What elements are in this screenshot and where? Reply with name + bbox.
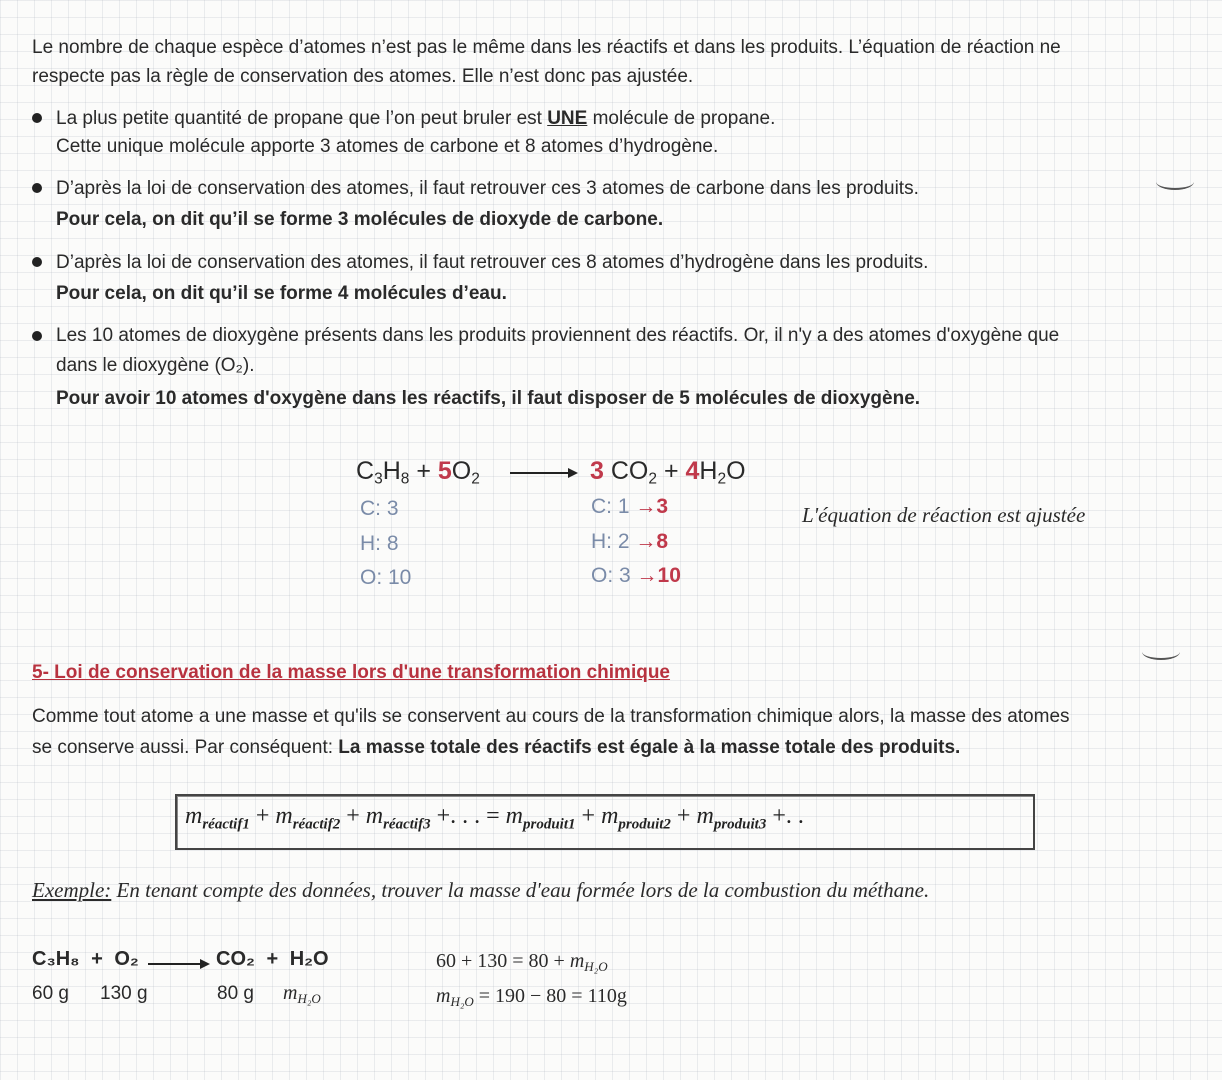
eq-co2-sub: 2 (648, 470, 657, 488)
eq-hydrogen: H (382, 457, 401, 485)
right-count-oxygen (591, 564, 681, 588)
mass-symbol: m (505, 803, 523, 829)
mass-symbol: m (365, 803, 384, 829)
example-plus: + (266, 948, 279, 970)
mass-symbol: m (283, 982, 298, 1004)
example-mass-h2o (283, 982, 321, 1005)
bullet-dot (32, 257, 42, 267)
bullet-1-text-a: La plus petite quantité de propane que l’on peut bruler est (56, 108, 548, 129)
example-mass-co2: 80 g (217, 983, 254, 1004)
left-count-hydrogen: H: 8 (360, 532, 399, 555)
formula-dots-end: +. . (772, 803, 804, 829)
balanced-equation-reactants (356, 456, 480, 486)
mass-sub-h2o: H₂O (584, 958, 608, 974)
mass-sub-h2o: H₂O (450, 993, 474, 1009)
example-mass-o2: 130 g (100, 983, 148, 1004)
formula-plus: + (581, 803, 596, 829)
bullet-1-line-2: Cette unique molécule apporte 3 atomes de carbone et 8 atomes d’hydrogène. (56, 136, 719, 157)
bullet-1-emphasis: UNE (547, 108, 588, 129)
right-count-after: →3 (635, 495, 669, 518)
eq-co2-coefficient: 3 (590, 457, 604, 485)
eq-h2o-coefficient: 4 (685, 457, 700, 485)
left-count-carbon: C: 3 (360, 497, 399, 520)
eq-h2o-sub: 2 (717, 470, 727, 488)
section-5-para-bold: La masse totale des réactifs est égale à la masse totale des produits. (338, 737, 961, 758)
mass-symbol: m (275, 803, 293, 829)
formula-dots-equals: +. . . = (436, 803, 500, 829)
bullet-1-text-b: molécule de propane. (587, 108, 776, 129)
example-co2: CO₂ (216, 948, 255, 970)
mass-sub-reactif1: réactif1 (202, 816, 250, 833)
mass-sub-produit2: produit2 (618, 816, 671, 833)
intro-line-1: Le nombre de chaque espèce d’atomes n’est pas le même dans les réactifs et dans les produits. L’équation de réaction ne (32, 37, 1061, 58)
mass-sub-h2o: H₂O (297, 990, 321, 1006)
formula-plus: + (346, 803, 360, 829)
right-count-after: →8 (635, 530, 669, 553)
eq-plus: + (416, 457, 431, 485)
example-reaction-reactants (32, 948, 139, 971)
mass-symbol: m (436, 985, 451, 1007)
reaction-arrow-head (568, 468, 578, 478)
right-count-before: C: 1 (591, 495, 630, 518)
reaction-arrow (510, 472, 570, 474)
right-count-hydrogen (591, 530, 668, 554)
calc-line-1-prefix: 60 + 130 = 80 + (436, 950, 570, 972)
calc-line-2-suffix: = 190 − 80 = 110g (473, 985, 627, 1007)
equation-balanced-comment: L'équation de réaction est ajustée (802, 503, 1086, 527)
section-5-title: 5- Loi de conservation de la masse lors d'une transformation chimique (32, 662, 671, 683)
example-statement (32, 878, 929, 903)
bullet-3-line-1: D’après la loi de conservation des atomes, il faut retrouver ces 8 atomes d’hydrogène dans les produits. (56, 252, 929, 273)
left-count-oxygen: O: 10 (360, 566, 412, 589)
mass-sub-reactif2: réactif2 (292, 816, 341, 833)
mass-conservation-formula (185, 803, 804, 833)
section-5-para-normal: se conserve aussi. Par conséquent: (32, 737, 339, 758)
bullet-3-line-2: Pour cela, on dit qu’il se forme 4 molécules d’eau. (56, 283, 507, 304)
balanced-equation-products (590, 456, 746, 486)
bullet-dot (32, 331, 42, 341)
mass-sub-produit3: produit3 (713, 816, 767, 833)
bullet-4-line-1: Les 10 atomes de dioxygène présents dans les produits proviennent des réactifs. Or, il n'y a des atomes d'oxygène que (56, 325, 1060, 346)
section-5-para-line-1: Comme tout atome a une masse et qu'ils se conservent au cours de la transformation chimique alors, la masse des atomes (32, 706, 1070, 727)
eq-carbon-sub: 3 (374, 470, 383, 488)
mass-symbol: m (696, 803, 714, 829)
example-reaction-products (216, 948, 329, 971)
margin-check-mark (1142, 644, 1180, 660)
calc-line-1 (436, 950, 608, 973)
mass-symbol: m (601, 803, 619, 829)
mass-sub-produit1: produit1 (523, 816, 576, 833)
eq-o2-coefficient: 5 (437, 457, 452, 485)
mass-symbol: m (569, 950, 585, 972)
bullet-4-line-3: Pour avoir 10 atomes d'oxygène dans les réactifs, il faut disposer de 5 molécules de dioxygène. (56, 388, 921, 409)
example-o2: O₂ (114, 948, 139, 970)
example-arrow (148, 963, 202, 965)
example-arrow-head (200, 959, 210, 969)
right-count-before: H: 2 (591, 530, 630, 553)
eq-co2: CO (610, 457, 649, 485)
calc-line-2 (436, 985, 627, 1008)
section-5-para-line-2 (32, 733, 960, 763)
right-count-after: →10 (636, 564, 681, 587)
bullet-2-line-1: D’après la loi de conservation des atomes, il faut retrouver ces 3 atomes de carbone dans les produits. (56, 178, 919, 199)
margin-check-mark (1156, 174, 1194, 190)
example-text: En tenant compte des données, trouver la masse d'eau formée lors de la combustion du méthane. (111, 878, 930, 902)
mass-symbol: m (185, 803, 203, 829)
example-c3h8: C₃H₈ (32, 948, 80, 970)
bullet-1-line-1 (56, 104, 775, 134)
bullet-4-line-2: dans le dioxygène (O₂). (56, 355, 255, 376)
bullet-2-line-2: Pour cela, on dit qu’il se forme 3 molécules de dioxyde de carbone. (56, 209, 664, 230)
eq-o2: O (451, 457, 472, 485)
example-mass-c3h8: 60 g (32, 983, 69, 1004)
eq-plus: + (663, 457, 679, 485)
eq-o2-sub: 2 (471, 470, 480, 488)
formula-plus: + (255, 803, 270, 829)
eq-h2o-h: H (699, 457, 718, 485)
formula-plus: + (676, 803, 691, 829)
bullet-dot (32, 113, 42, 123)
example-plus: + (91, 948, 103, 970)
eq-hydrogen-sub: 8 (400, 470, 410, 488)
eq-carbon: C (356, 457, 375, 485)
right-count-before: O: 3 (591, 564, 631, 587)
bullet-dot (32, 183, 42, 193)
example-h2o: H₂O (289, 948, 329, 970)
example-label: Exemple: (32, 878, 112, 902)
intro-line-2: respecte pas la règle de conservation des atomes. Elle n’est donc pas ajustée. (32, 66, 694, 87)
eq-h2o-o: O (726, 457, 746, 485)
right-count-carbon (591, 495, 668, 519)
mass-sub-reactif3: réactif3 (383, 816, 431, 833)
